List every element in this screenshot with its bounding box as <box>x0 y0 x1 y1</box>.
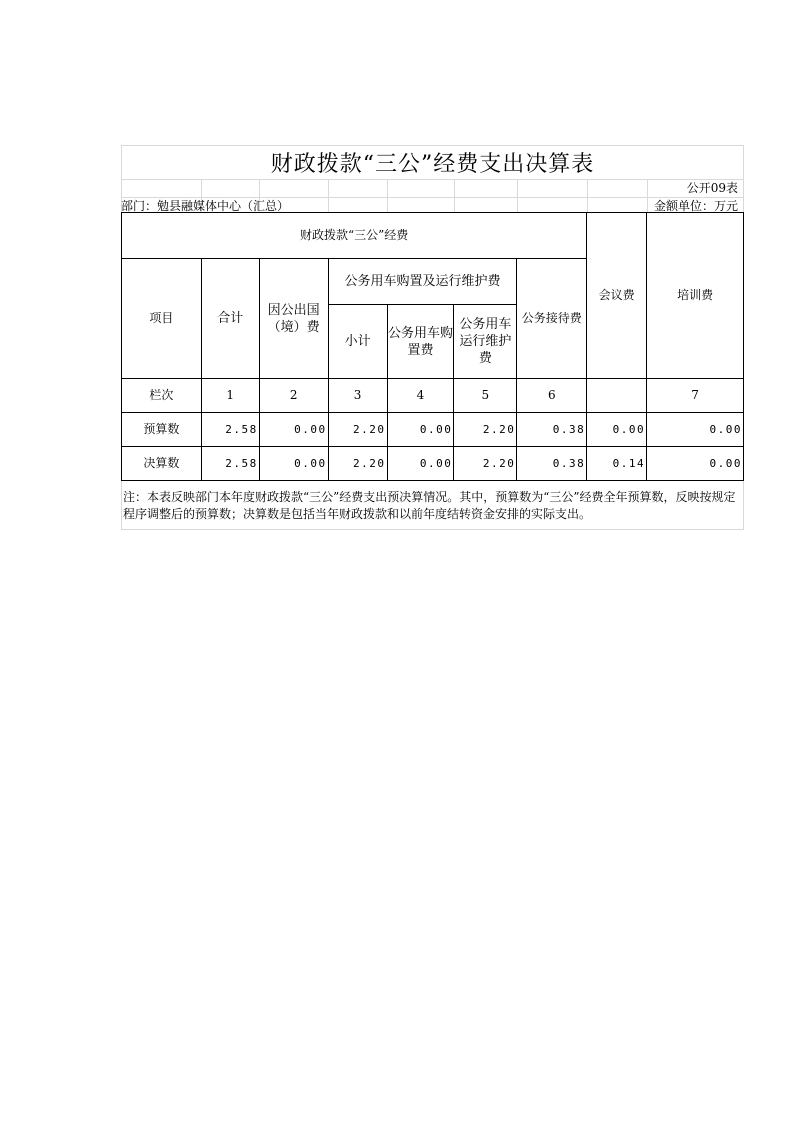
report-sheet <box>121 145 744 530</box>
col-number: 5 <box>454 379 517 413</box>
col-number: 7 <box>647 379 744 413</box>
header-vehicle-operation: 公务用车运行维护费 <box>454 305 517 379</box>
header-total: 合计 <box>201 259 259 379</box>
grid-col-6 <box>517 179 518 212</box>
header-training: 培训费 <box>647 213 744 379</box>
header-meeting: 会议费 <box>587 213 647 379</box>
report-title: 财政拨款“三公”经费支出决算表 <box>270 151 595 177</box>
cell-meeting: 0.14 <box>587 447 647 481</box>
cell-abroad: 0.00 <box>259 447 328 481</box>
header-abroad: 因公出国（境）费 <box>259 259 328 379</box>
grid-bottom <box>121 529 744 530</box>
cell-meeting: 0.00 <box>587 413 647 447</box>
cell-abroad: 0.00 <box>259 413 328 447</box>
col-number: 3 <box>328 379 387 413</box>
table-row <box>122 447 744 481</box>
header-item: 项目 <box>122 259 202 379</box>
header-reception: 公务接待费 <box>517 259 587 379</box>
col-number: 4 <box>387 379 454 413</box>
row-label: 决算数 <box>122 447 202 481</box>
header-group: 财政拨款“三公”经费 <box>122 213 587 259</box>
cell-operation: 2.20 <box>454 447 517 481</box>
department-label: 部门：勉县融媒体中心（汇总） <box>121 199 290 213</box>
cell-total: 2.58 <box>201 447 259 481</box>
form-code: 公开09表 <box>686 181 738 195</box>
col-number: 2 <box>259 379 328 413</box>
col-number: 1 <box>201 379 259 413</box>
cell-reception: 0.38 <box>517 447 587 481</box>
grid-col-3 <box>328 179 329 212</box>
header-vehicle-group: 公务用车购置及运行维护费 <box>328 259 517 305</box>
cell-training: 0.00 <box>647 413 744 447</box>
grid-col-5 <box>454 179 455 212</box>
grid-col-8 <box>647 179 648 212</box>
cell-total: 2.58 <box>201 413 259 447</box>
cell-operation: 2.20 <box>454 413 517 447</box>
cell-subtotal: 2.20 <box>328 447 387 481</box>
unit-label: 金额单位：万元 <box>653 199 738 213</box>
grid-row-1 <box>121 179 744 180</box>
grid-col-7 <box>587 179 588 212</box>
grid-col-4 <box>387 179 388 212</box>
grid-row-2 <box>121 197 744 198</box>
cell-training: 0.00 <box>647 447 744 481</box>
col-number-label: 栏次 <box>122 379 202 413</box>
footnote: 注：本表反映部门本年度财政拨款“三公”经费支出预决算情况。其中，预算数为“三公”经费全年预算数，反映按规定程序调整后的预算数；决算数是包括当年财政拨款和以前年度结转资金安排的实际支出。 <box>123 490 736 521</box>
col-number: 6 <box>517 379 587 413</box>
expense-table <box>121 212 744 481</box>
table-row <box>122 413 744 447</box>
cell-subtotal: 2.20 <box>328 413 387 447</box>
header-subtotal: 小计 <box>328 305 387 379</box>
cell-reception: 0.38 <box>517 413 587 447</box>
cell-purchase: 0.00 <box>387 447 454 481</box>
header-vehicle-purchase: 公务用车购置费 <box>387 305 454 379</box>
col-number <box>587 379 647 413</box>
cell-purchase: 0.00 <box>387 413 454 447</box>
row-label: 预算数 <box>122 413 202 447</box>
